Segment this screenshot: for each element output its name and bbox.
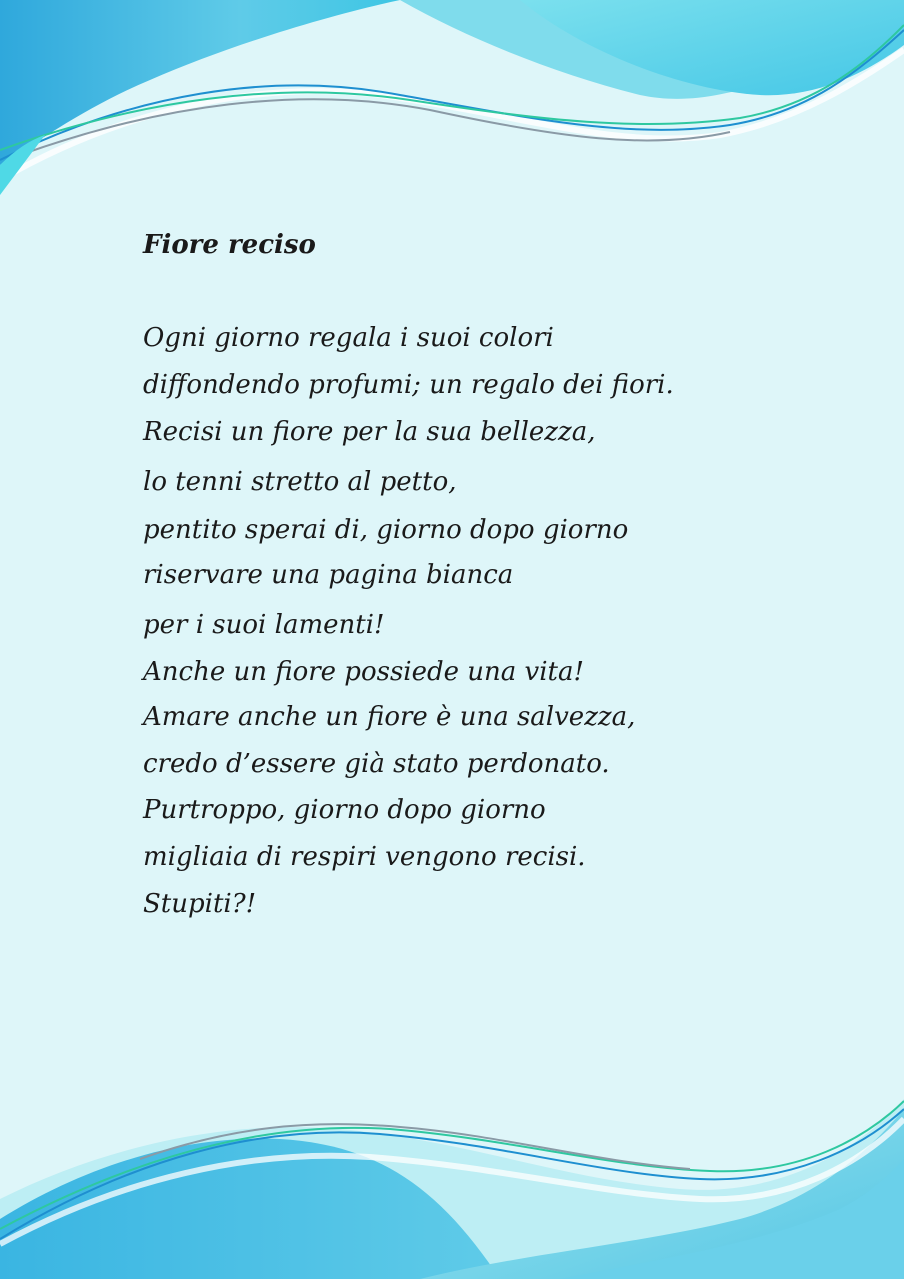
poem-lines xyxy=(143,315,823,928)
top-wave-decoration xyxy=(0,0,904,210)
poem-line: Stupiti?! xyxy=(143,889,257,919)
poem-line: diffondendo profumi; un regalo dei fiori. xyxy=(143,370,674,400)
poem-line: Ogni giorno regala i suoi colori xyxy=(143,323,554,353)
poem-line: migliaia di respiri vengono recisi. xyxy=(143,842,586,872)
poem-line: per i suoi lamenti! xyxy=(143,610,385,640)
poem-line: Recisi un fiore per la sua bellezza, xyxy=(143,417,596,447)
poem-line: credo d’essere già stato perdonato. xyxy=(143,749,610,779)
poem-line: Anche un fiore possiede una vita! xyxy=(143,657,584,687)
poem-line: Amare anche un fiore è una salvezza, xyxy=(143,702,636,732)
poem-line: Purtroppo, giorno dopo giorno xyxy=(143,795,546,825)
poem-title: Fiore reciso xyxy=(143,230,316,260)
poem-line: lo tenni stretto al petto, xyxy=(143,467,457,497)
poem-line: pentito sperai di, giorno dopo giorno xyxy=(143,515,629,545)
top-wave-left xyxy=(0,0,400,165)
bottom-wave-decoration xyxy=(0,1079,904,1279)
poem-line: riservare una pagina bianca xyxy=(143,560,514,590)
poem xyxy=(143,225,823,928)
top-wave-line-grey xyxy=(20,99,730,155)
